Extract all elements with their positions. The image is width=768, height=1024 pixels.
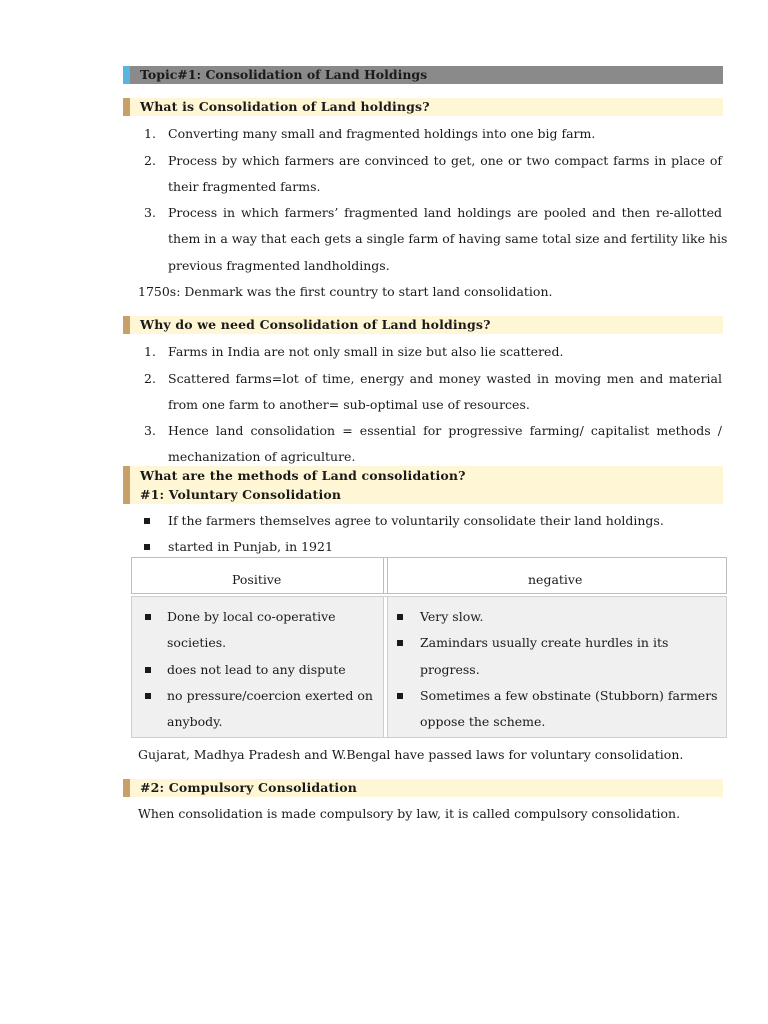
table-cell-text: Done by local co-operative (167, 609, 336, 624)
table-header-positive: Positive (232, 572, 282, 587)
list-number: 2. (144, 371, 156, 386)
table-cell-text: Sometimes a few obstinate (Stubborn) farmers (420, 688, 718, 703)
bullet-icon (144, 518, 150, 524)
table-cell-text: does not lead to any dispute (167, 662, 346, 677)
bullet-text: If the farmers themselves agree to voluntarily consolidate their land holdings. (168, 513, 664, 528)
table-cell-text: societies. (167, 635, 227, 650)
section3-heading: What are the methods of Land consolidation? (140, 468, 466, 483)
list-number: 3. (144, 205, 156, 220)
section2-heading-bar (123, 316, 723, 334)
section2-heading: Why do we need Consolidation of Land holdings? (140, 317, 491, 332)
bullet-icon (145, 693, 151, 699)
section1-note: 1750s: Denmark was the first country to start land consolidation. (138, 284, 553, 299)
table-cell-text: Very slow. (420, 609, 484, 624)
bullet-icon (145, 614, 151, 620)
table-cell-text: no pressure/coercion exerted on (167, 688, 373, 703)
after-table-note: Gujarat, Madhya Pradesh and W.Bengal have passed laws for voluntary consolidation. (138, 747, 684, 762)
table-header-row (131, 557, 727, 594)
list-item-text: Hence land consolidation = essential for progressive farming/ capitalist methods / (168, 423, 722, 438)
list-item-text: Process by which farmers are convinced to get, one or two compact farms in place of (168, 153, 722, 168)
list-item-text: Converting many small and fragmented holdings into one big farm. (168, 126, 596, 141)
bullet-icon (144, 544, 150, 550)
column-divider (383, 597, 388, 737)
list-item-text: previous fragmented landholdings. (168, 258, 390, 273)
section4-text: When consolidation is made compulsory by law, it is called compulsory consolidation. (138, 806, 681, 821)
list-item-text: mechanization of agriculture. (168, 449, 356, 464)
bullet-text: started in Punjab, in 1921 (168, 539, 333, 554)
section3-subheading: #1: Voluntary Consolidation (140, 487, 342, 502)
table-cell-text: progress. (420, 662, 480, 677)
list-item-text: from one farm to another= sub-optimal use of resources. (168, 397, 530, 412)
table-cell-text: Zamindars usually create hurdles in its (420, 635, 669, 650)
table-cell-text: oppose the scheme. (420, 714, 546, 729)
list-number: 1. (144, 126, 156, 141)
section4-heading: #2: Compulsory Consolidation (140, 780, 358, 795)
list-item-text: Farms in India are not only small in size but also lie scattered. (168, 344, 564, 359)
topic-title-bar (123, 66, 723, 84)
section1-heading-bar (123, 98, 723, 116)
list-number: 2. (144, 153, 156, 168)
bullet-icon (145, 667, 151, 673)
bullet-icon (397, 693, 403, 699)
list-item-text: them in a way that each gets a single farm of having same total size and fertility like his (168, 231, 728, 246)
list-item-text: Process in which farmers’ fragmented land holdings are pooled and then re-allotted (168, 205, 722, 220)
list-item-text: Scattered farms=lot of time, energy and money wasted in moving men and material (168, 371, 722, 386)
section3-heading-bar (123, 466, 723, 504)
list-item-text: their fragmented farms. (168, 179, 321, 194)
list-number: 3. (144, 423, 156, 438)
column-divider (383, 558, 388, 593)
topic-title: Topic#1: Consolidation of Land Holdings (140, 67, 428, 82)
bullet-icon (397, 640, 403, 646)
table-cell-text: anybody. (167, 714, 223, 729)
section1-heading: What is Consolidation of Land holdings? (140, 99, 430, 114)
list-number: 1. (144, 344, 156, 359)
bullet-icon (397, 614, 403, 620)
section4-heading-bar (123, 779, 723, 797)
table-header-negative: negative (528, 572, 583, 587)
